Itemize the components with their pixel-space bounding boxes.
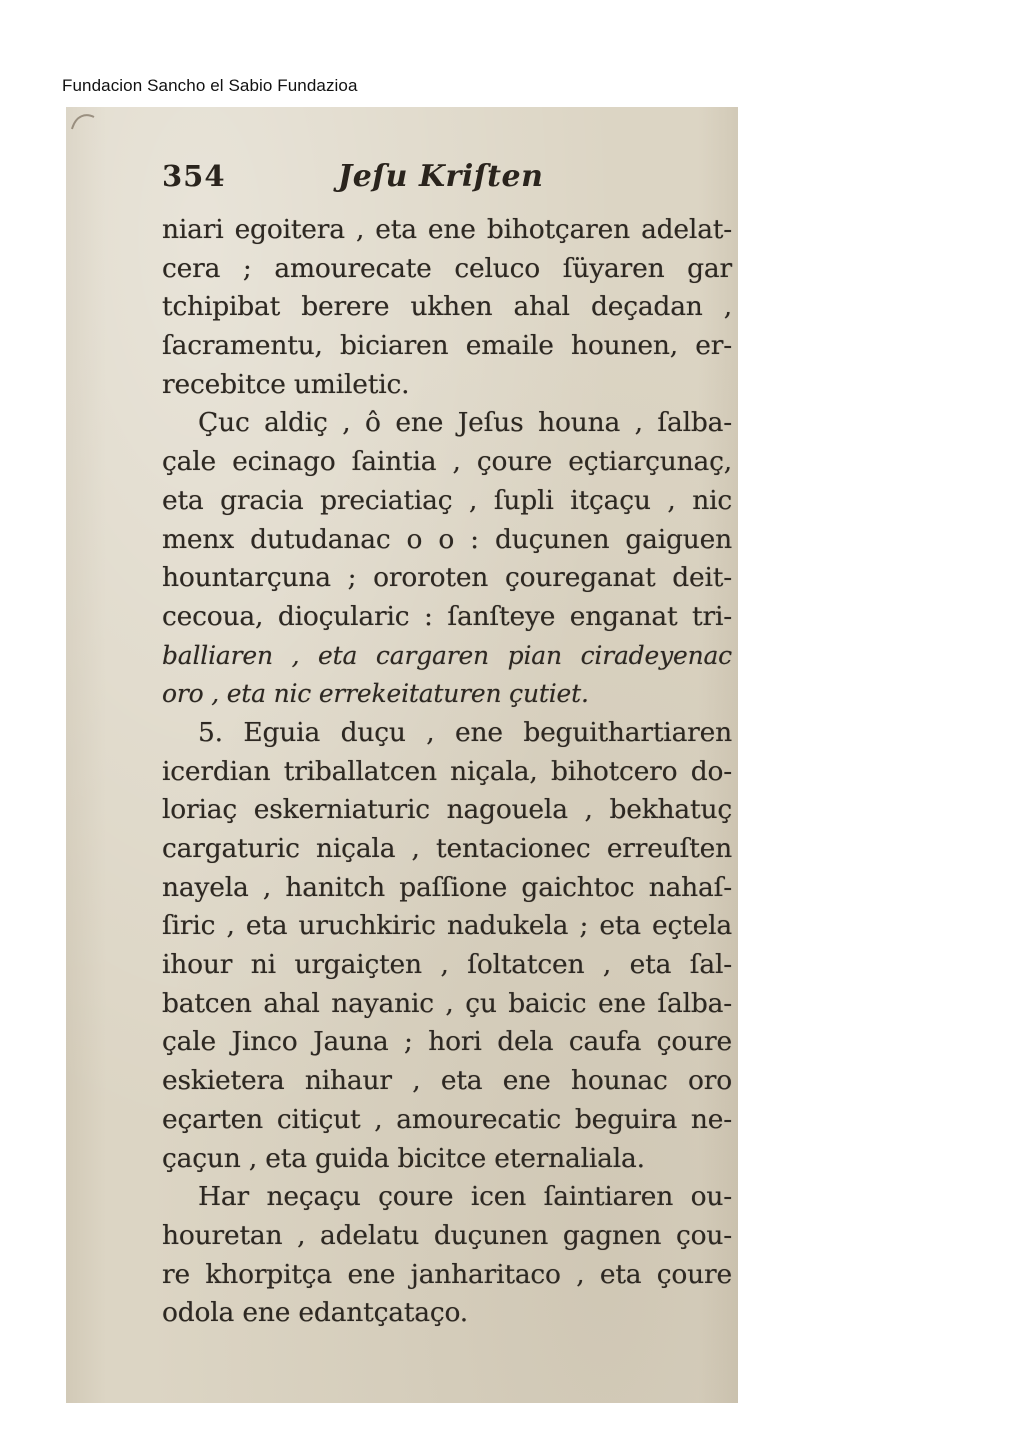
text-line: ſiric , eta uruchkiric nadukela ; eta eçtela	[162, 910, 732, 942]
text-line: recebitce umiletic.	[162, 368, 410, 400]
text-line: icerdian triballatcen niçala, bihotcero do-	[162, 755, 732, 787]
text-line: ihour ni urgaiçten , ſoltatcen , eta ſal-	[162, 949, 732, 981]
text-line: balliaren , eta cargaren pian ciradeyenac	[162, 640, 732, 670]
text-line: Çuc aldiç , ô ene Jeſus houna , ſalba-	[198, 407, 732, 439]
text-line: tchipibat berere ukhen ahal deçadan ,	[162, 291, 732, 323]
text-line: eta gracia preciatiaç , ſupli itçaçu , nic	[162, 484, 732, 516]
text-line: Har neçaçu çoure icen ſaintiaren ou-	[198, 1181, 732, 1213]
text-line: cera ; amourecate celuco ſüyaren gar	[162, 252, 732, 284]
text-line: odola ene edantçataço.	[162, 1297, 469, 1329]
corner-ink-mark	[68, 109, 98, 139]
text-line: çale ecinago ſaintia , çoure eçtiarçunaç,	[162, 446, 732, 478]
source-header: Fundacion Sancho el Sabio Fundazioa	[62, 76, 358, 95]
text-line: nayela , hanitch paſſione gaichtoc nahaſ-	[162, 871, 732, 903]
scanned-page	[66, 107, 738, 1403]
text-line: oro , eta nic errekeitaturen çutiet.	[162, 679, 589, 709]
text-line: eçarten citiçut , amourecatic beguira ne-	[162, 1103, 732, 1135]
page-number: 354	[162, 159, 226, 193]
text-line: menx dutudanac o o : duçunen gaiguen	[162, 523, 732, 555]
running-title: Jeſu Kriſten	[338, 159, 544, 194]
text-line: hountarçuna ; ororoten çoureganat deit-	[162, 562, 732, 594]
text-line: ſacramentu, biciaren emaile hounen, er-	[162, 330, 732, 362]
text-line: çaçun , eta guida bicitce eternaliala.	[162, 1142, 645, 1174]
text-line: cecoua, dioçularic : ſanſteye enganat tri-	[162, 600, 732, 632]
page-content	[162, 159, 732, 1333]
running-head	[162, 159, 732, 211]
text-line: re khorpitça ene janharitaco , eta çoure	[162, 1258, 732, 1290]
text-line: niari egoitera , eta ene bihotçaren adelat-	[162, 214, 732, 245]
text-line: loriaç eskerniaturic nagouela , bekhatuç	[162, 794, 732, 826]
text-line: cargaturic niçala , tentacionec erreuſten	[162, 833, 732, 864]
text-line: houretan , adelatu duçunen gagnen çou-	[162, 1219, 732, 1251]
text-line: çale Jinco Jauna ; hori dela caufa çoure	[162, 1026, 732, 1058]
text-line: 5. Eguia duçu , ene beguithartiaren	[198, 716, 732, 748]
text-line: batcen ahal nayanic , çu baicic ene ſalba-	[162, 987, 732, 1019]
text-body	[162, 211, 732, 1333]
text-line: eskietera nihaur , eta ene hounac oro	[162, 1065, 732, 1097]
